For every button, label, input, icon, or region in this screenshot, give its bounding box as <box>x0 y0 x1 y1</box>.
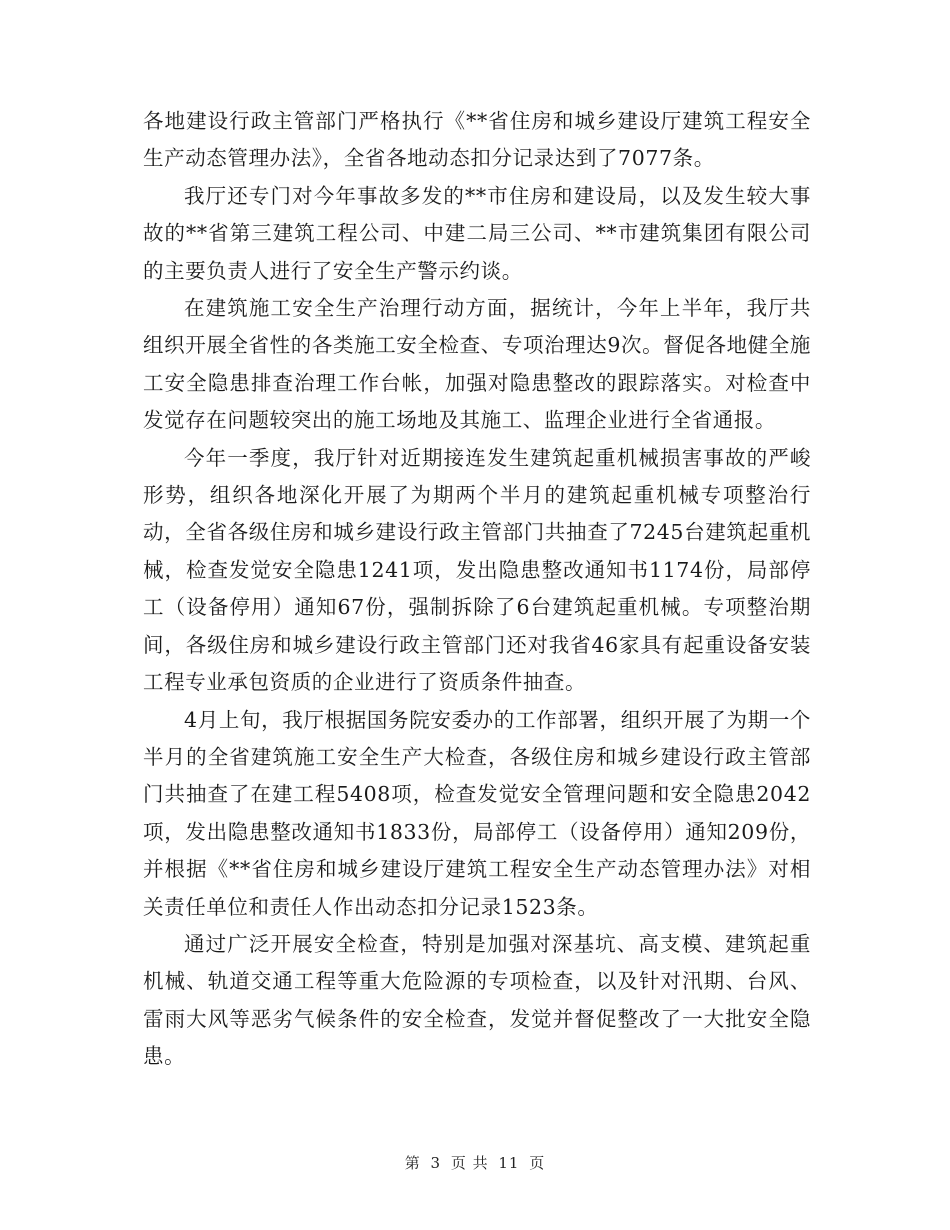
paragraph: 我厅还专门对今年事故多发的**市住房和建设局，以及发生较大事故的**省第三建筑工程公司、中建二局三公司、**市建筑集团有限公司的主要负责人进行了安全生产警示约谈。 <box>143 183 811 283</box>
page-label-suffix: 页 <box>529 1154 546 1172</box>
paragraph: 今年一季度，我厅针对近期接连发生建筑起重机械损害事故的严峻形势，组织各地深化开展了为期两个半月的建筑起重机械专项整治行动，全省各级住房和城乡建设行政主管部门共抽查了7245台建筑起重机械，检查发觉安全隐患1241项，发出隐患整改通知书1174份，局部停工（设备停用）通知67份，强制拆除了6台建筑起重机械。专项整治期间，各级住房和城乡建设行政主管部门还对我省46家具有起重设备安装工程专业承包资质的企业进行了资质条件抽查。 <box>143 445 811 695</box>
current-page-number: 3 <box>430 1154 442 1172</box>
document-body <box>143 103 811 1076</box>
paragraph: 各地建设行政主管部门严格执行《**省住房和城乡建设厅建筑工程安全生产动态管理办法》，全省各地动态扣分记录达到了7077条。 <box>143 109 811 171</box>
paragraph: 在建筑施工安全生产治理行动方面，据统计，今年上半年，我厅共组织开展全省性的各类施工安全检查、专项治理达9次。督促各地健全施工安全隐患排查治理工作台帐，加强对隐患整改的跟踪落实。对检查中发觉存在问题较突出的施工场地及其施工、监理企业进行全省通报。 <box>143 296 811 433</box>
page-footer <box>0 1152 950 1173</box>
total-pages-number: 11 <box>498 1154 520 1172</box>
paragraph: 4月上旬，我厅根据国务院安委办的工作部署，组织开展了为期一个半月的全省建筑施工安全生产大检查，各级住房和城乡建设行政主管部门共抽查了在建工程5408项，检查发觉安全管理问题和安全隐患2042项，发出隐患整改通知书1833份，局部停工（设备停用）通知209份，并根据《**省住房和城乡建设厅建筑工程安全生产动态管理办法》对相关责任单位和责任人作出动态扣分记录1523条。 <box>143 707 811 919</box>
page-label-mid: 页 共 <box>450 1154 489 1172</box>
paragraph: 通过广泛开展安全检查，特别是加强对深基坑、高支模、建筑起重机械、轨道交通工程等重大危险源的专项检查，以及针对汛期、台风、雷雨大风等恶劣气候条件的安全检查，发觉并督促整改了一大批安全隐患。 <box>143 931 811 1069</box>
page-label-prefix: 第 <box>404 1154 421 1172</box>
